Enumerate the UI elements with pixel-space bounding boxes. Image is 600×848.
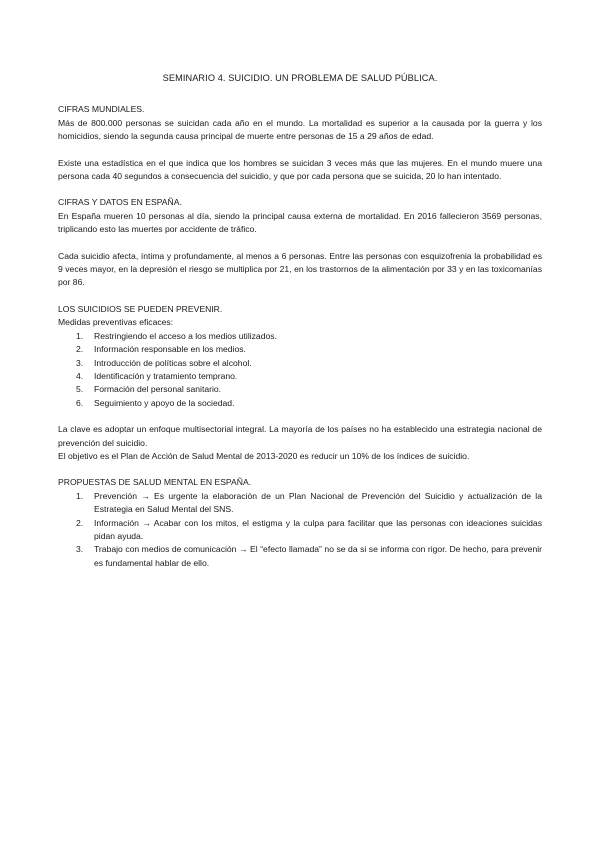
- list-item-text: Identificación y tratamiento temprano.: [94, 370, 238, 381]
- world-figures-heading: CIFRAS MUNDIALES.: [58, 104, 145, 115]
- list-item: [58, 383, 542, 396]
- list-item-number: 3.: [76, 544, 84, 555]
- list-item: [58, 397, 542, 410]
- list-item-number: 2.: [76, 344, 84, 355]
- list-item-text: Restringiendo el acceso a los medios utilizados.: [94, 330, 277, 341]
- list-item: [58, 343, 542, 356]
- spain-figures-paragraph-2: Cada suicidio afecta, íntima y profundamente, al menos a 6 personas. Entre las personas con esquizofrenia la probabilidad es 9 veces mayor, en la depresión el riesgo se multiplica por 21, en los trastornos de la alimentación por 33 y en las toxicomanías por 86.: [58, 250, 542, 288]
- list-item-text: Información responsable en los medios.: [94, 344, 246, 355]
- list-item-number: 1.: [76, 490, 84, 501]
- prevention-subheading: Medidas preventivas eficaces:: [58, 317, 174, 328]
- list-item-number: 6.: [76, 397, 84, 408]
- prevention-paragraph-1: La clave es adoptar un enfoque multisectorial integral. La mayoría de los países no ha establecido una estrategia nacional de prevención del suicidio.: [58, 424, 542, 448]
- list-item: [58, 357, 542, 370]
- prevention-paragraph-2: El objetivo es el Plan de Acción de Salud Mental de 2013-2020 es reducir un 10% de los índices de suicidio.: [58, 450, 470, 461]
- world-figures-paragraph-1: Más de 800.000 personas se suicidan cada año en el mundo. La mortalidad es superior a la causada por la guerra y los homicidios, siendo la segunda causa principal de muerte entre personas de 15 a 29 años de edad.: [58, 117, 542, 142]
- list-item-number: 4.: [76, 370, 84, 381]
- list-item: [58, 543, 542, 570]
- spain-figures-paragraph-1: En España mueren 10 personas al día, siendo la principal causa externa de mortalidad. En 2016 fallecieron 3569 personas, triplicando esto las muertes por accidente de tráfico.: [58, 210, 542, 235]
- list-item-number: 5.: [76, 384, 84, 395]
- proposals-list: [58, 490, 542, 570]
- spain-figures-heading: CIFRAS Y DATOS EN ESPAÑA.: [58, 197, 182, 208]
- document-content: [58, 72, 542, 570]
- prevention-measures-list: [58, 330, 542, 410]
- list-item: [58, 490, 542, 517]
- list-item-text: Trabajo con medios de comunicación → El “efecto llamada” no se da si se informa con rigor. De hecho, para prevenir es fundamental hablar de ello.: [94, 544, 542, 568]
- list-item: [58, 517, 542, 544]
- list-item-text: Formación del personal sanitario.: [94, 384, 222, 395]
- list-item-text: Información → Acabar con los mitos, el estigma y la culpa para facilitar que las personas con ideaciones suicidas pidan ayuda.: [94, 517, 542, 541]
- world-figures-paragraph-2: Existe una estadística en el que indica que los hombres se suicidan 3 veces más que las mujeres. En el mundo muere una persona cada 40 segundos a consecuencia del suicidio, y que por cada persona que se suicida, 20 lo han intentado.: [58, 157, 542, 182]
- document-title: SEMINARIO 4. SUICIDIO. UN PROBLEMA DE SALUD PÚBLICA.: [162, 73, 438, 83]
- list-item: [58, 370, 542, 383]
- prevention-heading: LOS SUICIDIOS SE PUEDEN PREVENIR.: [58, 303, 223, 314]
- list-item-number: 3.: [76, 357, 84, 368]
- list-item-text: Seguimiento y apoyo de la sociedad.: [94, 397, 235, 408]
- list-item-number: 1.: [76, 330, 84, 341]
- list-item: [58, 330, 542, 343]
- list-item-text: Prevención → Es urgente la elaboración de un Plan Nacional de Prevención del Suicidio y actualización de la Estrategia en Salud Mental del SNS.: [94, 490, 542, 515]
- list-item-number: 2.: [76, 517, 84, 528]
- list-item-text: Introducción de políticas sobre el alcohol.: [94, 357, 252, 368]
- proposals-heading: PROPUESTAS DE SALUD MENTAL EN ESPAÑA.: [58, 477, 252, 488]
